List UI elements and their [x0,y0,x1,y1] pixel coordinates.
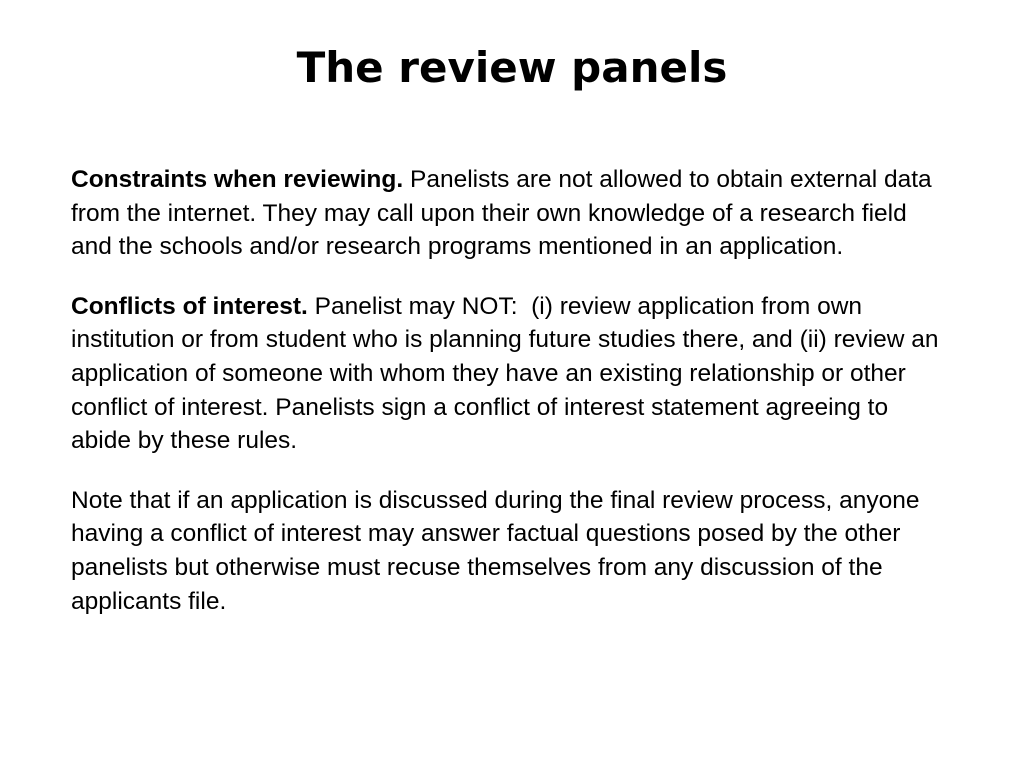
paragraph-text-conflicts: Panelist may NOT: (i) review application from own institution or from student who is planning future studies there, and (ii) review an application of someone with whom they have an existing relationship or other conflict of interest. Panelists sign a conflict of interest statement agreeing to abide by these rules. [71,292,946,455]
paragraph-text-note: Note that if an application is discussed during the final review process, anyone having a conflict of interest may answer factual questions posed by the other panelists but otherwise must recuse themselves from any discussion of the applicants file. [71,486,920,615]
paragraph-constraints [71,163,951,264]
paragraph-lead-constraints: Constraints when reviewing. [71,166,404,193]
paragraph-text-constraints: Panelists are not allowed to obtain external data from the internet. They may call upon their own knowledge of a research field and the schools and/or research programs mentioned in an application. [71,166,932,261]
paragraph-lead-conflicts: Conflicts of interest. [71,292,308,320]
paragraph-conflicts [71,290,951,458]
slide-title: The review panels [296,43,728,92]
slide-body [71,163,951,618]
paragraph-note [71,484,951,618]
